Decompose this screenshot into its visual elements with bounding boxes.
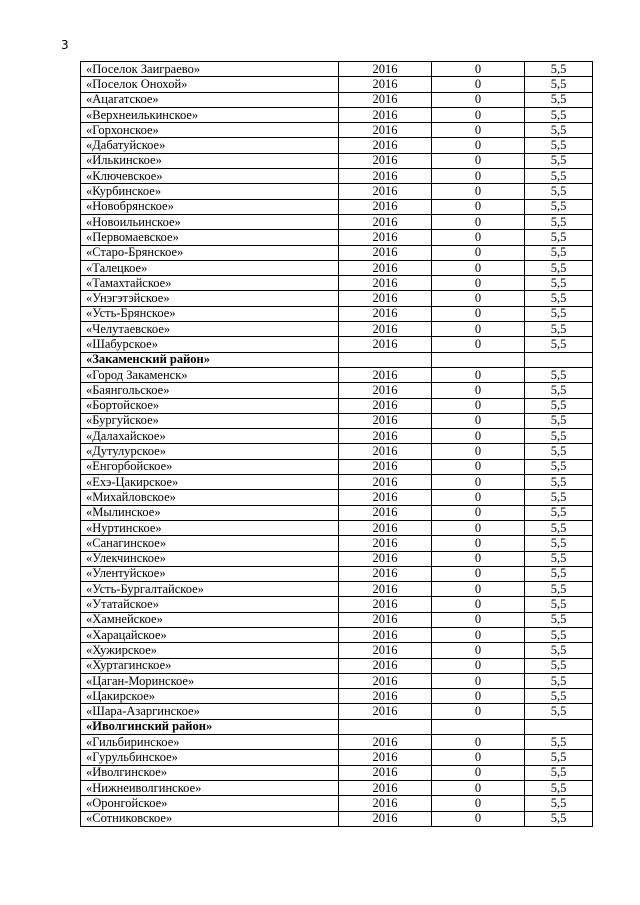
value-b-cell: 5,5 [525, 169, 593, 184]
value-b-cell: 5,5 [525, 77, 593, 92]
year-cell: 2016 [339, 444, 432, 459]
year-cell: 2016 [339, 383, 432, 398]
settlement-name-cell: «Дутулурское» [81, 444, 339, 459]
value-a-cell: 0 [432, 780, 525, 795]
year-cell: 2016 [339, 704, 432, 719]
value-b-cell: 5,5 [525, 459, 593, 474]
settlement-name-cell: «Сотниковское» [81, 811, 339, 826]
value-b-cell: 5,5 [525, 490, 593, 505]
table-row [81, 107, 593, 122]
settlement-name-cell: «Унэгэтэйское» [81, 291, 339, 306]
value-b-cell: 5,5 [525, 597, 593, 612]
settlement-name-cell: «Гурульбинское» [81, 750, 339, 765]
year-cell: 2016 [339, 551, 432, 566]
value-b-cell: 5,5 [525, 138, 593, 153]
value-a-cell: 0 [432, 230, 525, 245]
year-cell: 2016 [339, 413, 432, 428]
year-cell: 2016 [339, 398, 432, 413]
year-cell: 2016 [339, 490, 432, 505]
value-b-cell: 5,5 [525, 62, 593, 77]
table-row [81, 658, 593, 673]
table-row [81, 92, 593, 107]
value-a-cell: 0 [432, 490, 525, 505]
settlement-name-cell: «Ацагатское» [81, 92, 339, 107]
value-a-cell: 0 [432, 582, 525, 597]
value-b-cell: 5,5 [525, 704, 593, 719]
year-cell: 2016 [339, 153, 432, 168]
year-cell: 2016 [339, 612, 432, 627]
settlement-name-cell: «Курбинское» [81, 184, 339, 199]
year-cell: 2016 [339, 475, 432, 490]
table-row [81, 383, 593, 398]
value-a-cell: 0 [432, 704, 525, 719]
value-a-cell: 0 [432, 367, 525, 382]
value-a-cell: 0 [432, 536, 525, 551]
value-b-cell: 5,5 [525, 153, 593, 168]
value-a-cell: 0 [432, 505, 525, 520]
year-cell: 2016 [339, 627, 432, 642]
value-a-cell: 0 [432, 658, 525, 673]
table-row [81, 306, 593, 321]
table-row [81, 214, 593, 229]
year-cell: 2016 [339, 765, 432, 780]
value-a-cell: 0 [432, 123, 525, 138]
value-b-cell: 5,5 [525, 750, 593, 765]
table-row [81, 811, 593, 826]
value-a-cell [432, 719, 525, 734]
settlement-name-cell: «Далахайское» [81, 429, 339, 444]
settlement-name-cell: «Шабурское» [81, 337, 339, 352]
settlement-name-cell: «Улентуйское» [81, 566, 339, 581]
value-b-cell: 5,5 [525, 92, 593, 107]
table-row [81, 413, 593, 428]
value-b-cell: 5,5 [525, 627, 593, 642]
settlement-name-cell: «Илькинское» [81, 153, 339, 168]
year-cell: 2016 [339, 260, 432, 275]
table-row [81, 291, 593, 306]
table-row [81, 765, 593, 780]
value-b-cell: 5,5 [525, 199, 593, 214]
value-b-cell: 5,5 [525, 796, 593, 811]
table-row [81, 199, 593, 214]
year-cell: 2016 [339, 62, 432, 77]
settlement-name-cell: «Талецкое» [81, 260, 339, 275]
value-b-cell: 5,5 [525, 658, 593, 673]
year-cell: 2016 [339, 123, 432, 138]
value-a-cell: 0 [432, 597, 525, 612]
settlement-name-cell: «Улекчинское» [81, 551, 339, 566]
settlement-name-cell: «Город Закаменск» [81, 367, 339, 382]
value-b-cell: 5,5 [525, 413, 593, 428]
value-a-cell: 0 [432, 566, 525, 581]
value-b-cell: 5,5 [525, 582, 593, 597]
value-a-cell: 0 [432, 306, 525, 321]
value-a-cell: 0 [432, 689, 525, 704]
value-a-cell: 0 [432, 214, 525, 229]
value-b-cell: 5,5 [525, 520, 593, 535]
table-row [81, 597, 593, 612]
settlements-table [80, 61, 593, 827]
year-cell: 2016 [339, 306, 432, 321]
table-row [81, 780, 593, 795]
year-cell: 2016 [339, 245, 432, 260]
value-a-cell: 0 [432, 184, 525, 199]
settlement-name-cell: «Нуртинское» [81, 520, 339, 535]
settlement-name-cell: «Енгорбойское» [81, 459, 339, 474]
settlement-name-cell: «Тамахтайское» [81, 276, 339, 291]
value-a-cell: 0 [432, 322, 525, 337]
table-row [81, 735, 593, 750]
value-a-cell: 0 [432, 612, 525, 627]
year-cell: 2016 [339, 459, 432, 474]
year-cell: 2016 [339, 811, 432, 826]
value-a-cell: 0 [432, 245, 525, 260]
settlement-name-cell: «Бургуйское» [81, 413, 339, 428]
table-row [81, 245, 593, 260]
year-cell: 2016 [339, 597, 432, 612]
year-cell: 2016 [339, 138, 432, 153]
table-row [81, 184, 593, 199]
settlement-name-cell: «Новобрянское» [81, 199, 339, 214]
settlement-name-cell: «Бортойское» [81, 398, 339, 413]
table-row [81, 505, 593, 520]
table-row [81, 138, 593, 153]
year-cell: 2016 [339, 566, 432, 581]
value-b-cell: 5,5 [525, 811, 593, 826]
table-row [81, 612, 593, 627]
value-b-cell: 5,5 [525, 245, 593, 260]
value-b-cell: 5,5 [525, 230, 593, 245]
value-a-cell: 0 [432, 260, 525, 275]
settlement-name-cell: «Цакирское» [81, 689, 339, 704]
settlement-name-cell: «Челутаевское» [81, 322, 339, 337]
value-a-cell: 0 [432, 520, 525, 535]
settlement-name-cell: «Гильбиринское» [81, 735, 339, 750]
table-row [81, 582, 593, 597]
settlement-name-cell: «Верхнеилькинское» [81, 107, 339, 122]
value-b-cell: 5,5 [525, 291, 593, 306]
value-a-cell: 0 [432, 429, 525, 444]
value-b-cell: 5,5 [525, 398, 593, 413]
table-row [81, 260, 593, 275]
settlement-name-cell: «Поселок Заиграево» [81, 62, 339, 77]
value-b-cell: 5,5 [525, 765, 593, 780]
year-cell: 2016 [339, 322, 432, 337]
value-b-cell: 5,5 [525, 260, 593, 275]
settlement-name-cell: «Шара-Азаргинское» [81, 704, 339, 719]
value-a-cell: 0 [432, 337, 525, 352]
value-b-cell: 5,5 [525, 337, 593, 352]
table-row [81, 367, 593, 382]
value-b-cell: 5,5 [525, 444, 593, 459]
settlement-name-cell: «Цаган-Моринское» [81, 673, 339, 688]
value-b-cell: 5,5 [525, 612, 593, 627]
value-a-cell: 0 [432, 459, 525, 474]
value-a-cell: 0 [432, 138, 525, 153]
value-a-cell: 0 [432, 796, 525, 811]
value-a-cell: 0 [432, 169, 525, 184]
settlement-name-cell: «Поселок Онохой» [81, 77, 339, 92]
year-cell: 2016 [339, 230, 432, 245]
table-row [81, 704, 593, 719]
settlement-name-cell: «Горхонское» [81, 123, 339, 138]
value-b-cell: 5,5 [525, 214, 593, 229]
year-cell: 2016 [339, 337, 432, 352]
year-cell: 2016 [339, 199, 432, 214]
value-a-cell: 0 [432, 444, 525, 459]
table-row [81, 490, 593, 505]
table-row [81, 444, 593, 459]
year-cell: 2016 [339, 689, 432, 704]
year-cell [339, 352, 432, 367]
year-cell: 2016 [339, 107, 432, 122]
settlement-name-cell: «Дабатуйское» [81, 138, 339, 153]
settlement-name-cell: «Хамнейское» [81, 612, 339, 627]
value-b-cell: 5,5 [525, 429, 593, 444]
year-cell: 2016 [339, 92, 432, 107]
settlement-name-cell: «Утатайское» [81, 597, 339, 612]
value-a-cell: 0 [432, 77, 525, 92]
value-b-cell: 5,5 [525, 322, 593, 337]
value-a-cell: 0 [432, 551, 525, 566]
table-row [81, 796, 593, 811]
value-b-cell: 5,5 [525, 643, 593, 658]
value-b-cell: 5,5 [525, 735, 593, 750]
year-cell: 2016 [339, 429, 432, 444]
value-a-cell [432, 352, 525, 367]
year-cell: 2016 [339, 169, 432, 184]
value-a-cell: 0 [432, 383, 525, 398]
table-row [81, 322, 593, 337]
year-cell: 2016 [339, 367, 432, 382]
value-a-cell: 0 [432, 475, 525, 490]
value-a-cell: 0 [432, 199, 525, 214]
value-b-cell: 5,5 [525, 123, 593, 138]
year-cell: 2016 [339, 276, 432, 291]
year-cell: 2016 [339, 505, 432, 520]
year-cell: 2016 [339, 780, 432, 795]
table-body [81, 62, 593, 827]
settlement-name-cell: «Новоильинское» [81, 214, 339, 229]
table-row [81, 398, 593, 413]
year-cell: 2016 [339, 735, 432, 750]
value-b-cell: 5,5 [525, 276, 593, 291]
year-cell: 2016 [339, 214, 432, 229]
value-b-cell: 5,5 [525, 107, 593, 122]
section-header-row [81, 352, 593, 367]
table-row [81, 643, 593, 658]
settlement-name-cell: «Иволгинский район» [81, 719, 339, 734]
value-a-cell: 0 [432, 811, 525, 826]
value-b-cell: 5,5 [525, 367, 593, 382]
value-a-cell: 0 [432, 398, 525, 413]
value-a-cell: 0 [432, 107, 525, 122]
settlement-name-cell: «Баянгольское» [81, 383, 339, 398]
settlement-name-cell: «Нижнеиволгинское» [81, 780, 339, 795]
table-row [81, 551, 593, 566]
settlement-name-cell: «Хужирское» [81, 643, 339, 658]
year-cell: 2016 [339, 582, 432, 597]
settlement-name-cell: «Старо-Брянское» [81, 245, 339, 260]
value-a-cell: 0 [432, 62, 525, 77]
value-b-cell: 5,5 [525, 689, 593, 704]
value-a-cell: 0 [432, 750, 525, 765]
year-cell [339, 719, 432, 734]
value-b-cell: 5,5 [525, 475, 593, 490]
year-cell: 2016 [339, 520, 432, 535]
value-a-cell: 0 [432, 673, 525, 688]
value-b-cell: 5,5 [525, 184, 593, 199]
table-row [81, 566, 593, 581]
year-cell: 2016 [339, 184, 432, 199]
year-cell: 2016 [339, 658, 432, 673]
value-a-cell: 0 [432, 413, 525, 428]
table-row [81, 520, 593, 535]
year-cell: 2016 [339, 77, 432, 92]
settlement-name-cell: «Хуртагинское» [81, 658, 339, 673]
year-cell: 2016 [339, 643, 432, 658]
value-a-cell: 0 [432, 643, 525, 658]
value-a-cell: 0 [432, 276, 525, 291]
settlement-name-cell: «Мылинское» [81, 505, 339, 520]
year-cell: 2016 [339, 796, 432, 811]
value-b-cell: 5,5 [525, 383, 593, 398]
settlement-name-cell: «Ключевское» [81, 169, 339, 184]
value-a-cell: 0 [432, 153, 525, 168]
table-row [81, 169, 593, 184]
table-row [81, 153, 593, 168]
settlement-name-cell: «Михайловское» [81, 490, 339, 505]
value-a-cell: 0 [432, 92, 525, 107]
table-row [81, 337, 593, 352]
table-row [81, 62, 593, 77]
table-row [81, 536, 593, 551]
settlement-name-cell: «Усть-Брянское» [81, 306, 339, 321]
settlement-name-cell: «Закаменский район» [81, 352, 339, 367]
value-b-cell: 5,5 [525, 780, 593, 795]
table-row [81, 429, 593, 444]
table-row [81, 123, 593, 138]
year-cell: 2016 [339, 673, 432, 688]
settlement-name-cell: «Оронгойское» [81, 796, 339, 811]
settlement-name-cell: «Первомаевское» [81, 230, 339, 245]
value-b-cell: 5,5 [525, 673, 593, 688]
year-cell: 2016 [339, 291, 432, 306]
value-a-cell: 0 [432, 291, 525, 306]
table-row [81, 673, 593, 688]
value-a-cell: 0 [432, 735, 525, 750]
table-row [81, 276, 593, 291]
table-row [81, 689, 593, 704]
year-cell: 2016 [339, 536, 432, 551]
settlement-name-cell: «Иволгинское» [81, 765, 339, 780]
value-b-cell [525, 352, 593, 367]
value-b-cell: 5,5 [525, 536, 593, 551]
settlement-name-cell: «Санагинское» [81, 536, 339, 551]
table-row [81, 750, 593, 765]
settlement-name-cell: «Харацайское» [81, 627, 339, 642]
value-b-cell: 5,5 [525, 306, 593, 321]
value-b-cell [525, 719, 593, 734]
table-row [81, 230, 593, 245]
value-b-cell: 5,5 [525, 505, 593, 520]
settlement-name-cell: «Ехэ-Цакирское» [81, 475, 339, 490]
section-header-row [81, 719, 593, 734]
table-row [81, 459, 593, 474]
table-row [81, 77, 593, 92]
value-b-cell: 5,5 [525, 551, 593, 566]
settlement-name-cell: «Усть-Бургалтайское» [81, 582, 339, 597]
year-cell: 2016 [339, 750, 432, 765]
page-number: 3 [61, 38, 69, 52]
value-a-cell: 0 [432, 627, 525, 642]
value-b-cell: 5,5 [525, 566, 593, 581]
table-row [81, 627, 593, 642]
value-a-cell: 0 [432, 765, 525, 780]
table-row [81, 475, 593, 490]
